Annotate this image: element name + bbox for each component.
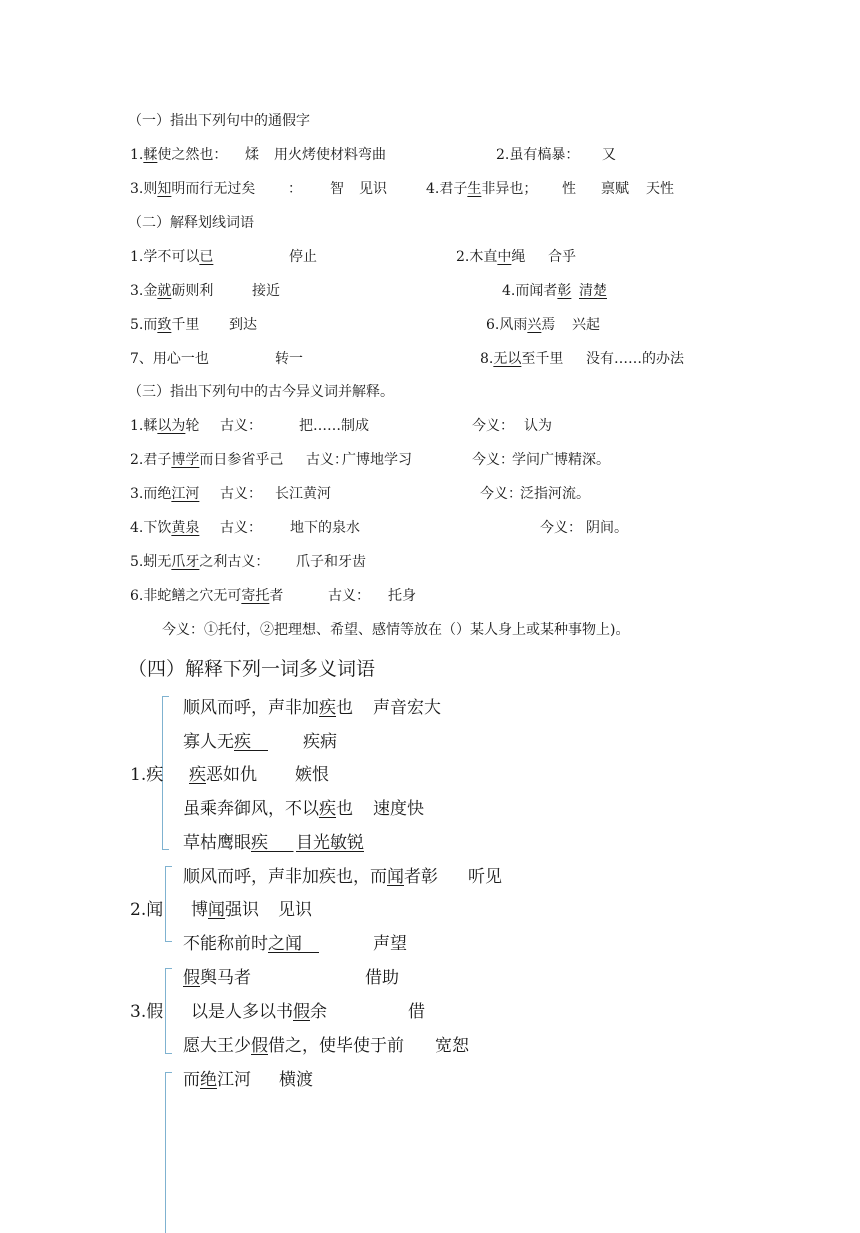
g3-item-2: 以是人多以书假余: [191, 1002, 327, 1022]
g3-bracket: [165, 968, 172, 1054]
s3-row-1-jin: 认为: [524, 418, 552, 434]
s2-row-4-right: 8.无以至千里: [480, 351, 564, 367]
s1-row-2-answer-a: 智: [330, 181, 344, 197]
s2-row-2-left: 3.金就砺则利: [130, 283, 214, 299]
s3-row-6-gu-label: 古义：: [328, 588, 370, 604]
section-3-heading: （三）指出下列句中的古今异义词并解释。: [128, 384, 394, 400]
s3-row-2-jin-label: 今义：: [472, 452, 514, 468]
s3-row-1-term: 1.輮以为轮: [130, 418, 200, 434]
s1-row-2-right-answer-c: 天性: [646, 181, 674, 197]
s2-row-2-right-answer: 清楚: [579, 283, 607, 299]
s1-row-1-right-answer: 又: [602, 147, 616, 163]
g3-item-1-answer: 借助: [365, 968, 399, 988]
s2-row-2-right: 4.而闻者彰: [502, 283, 572, 299]
g3-label: 3.假: [130, 1002, 164, 1022]
s3-row-4-gu-label: 古义：: [220, 520, 262, 536]
g2-item-3-answer: 声望: [373, 934, 407, 954]
s3-row-6-term: 6.非蛇鳝之穴无可寄托者: [130, 588, 284, 604]
s3-row-2-jin: 学问广博精深。: [512, 452, 610, 468]
s1-row-2-right-answer-b: 禀赋: [601, 181, 629, 197]
s2-row-4-right-answer: 没有……的办法: [586, 351, 684, 367]
g1-item-5-answer: 目光敏锐: [296, 833, 364, 853]
g3-item-3: 愿大王少假借之，使毕使于前: [183, 1036, 404, 1056]
g4-bracket: [165, 1072, 172, 1233]
section-4-heading: （四）解释下列一词多义词语: [128, 658, 376, 680]
g1-label: 1.疾: [130, 765, 164, 785]
g2-item-1-answer: 听见: [468, 867, 502, 887]
g3-item-3-answer: 宽恕: [435, 1036, 469, 1056]
s3-row-1-jin-label: 今义：: [472, 418, 514, 434]
s3-row-4-jin: 阴间。: [586, 520, 628, 536]
g2-bracket: [165, 866, 172, 942]
s2-row-1-right-answer: 合乎: [548, 249, 576, 265]
s3-row-4-jin-label: 今义：: [540, 520, 582, 536]
g2-item-2: 博闻强识: [191, 900, 259, 920]
s3-row-2-gu-label: 古义：: [306, 452, 348, 468]
g2-label: 2.闻: [130, 900, 164, 920]
g2-item-3: 不能称前时之闻: [183, 934, 302, 954]
g1-item-3-answer: 嫉恨: [295, 765, 329, 785]
s2-row-1-answer: 停止: [289, 249, 317, 265]
g2-item-1: 顺风而呼，声非加疾也，而闻者彰: [183, 867, 438, 887]
s1-row-1-left: 1.輮使之然也：: [130, 147, 228, 163]
s2-row-1-left: 1.学不可以已: [130, 249, 214, 265]
s2-row-3-right: 6.风雨兴焉: [486, 317, 556, 333]
s3-row-2-gu: 广博地学习: [342, 452, 412, 468]
s2-row-3-answer: 到达: [229, 317, 257, 333]
s1-row-2-right-answer-a: 性: [562, 181, 576, 197]
g1-item-1: 顺风而呼，声非加疾也: [183, 698, 353, 718]
s3-row-5-gu: 爪子和牙齿: [296, 554, 366, 570]
section-2-heading: （二）解释划线词语: [128, 215, 254, 231]
section-1-heading: （一）指出下列句中的通假字: [128, 113, 310, 129]
s1-row-1-right: 2.虽有槁暴：: [496, 147, 580, 163]
s3-row-6-jin: 今义：①托付，②把理想、希望、感情等放在（）某人身上或某种事物上)。: [162, 622, 630, 638]
s1-row-1-answer-b: 用火烤使材料弯曲: [274, 147, 386, 163]
s3-row-3-term: 3.而绝江河: [130, 486, 200, 502]
s1-row-1-answer-a: 煣: [245, 147, 259, 163]
s1-row-2-right: 4.君子生非异也；: [426, 181, 538, 197]
s3-row-1-gu-label: 古义：: [220, 418, 262, 434]
s1-row-2-answer-b: 见识: [359, 181, 387, 197]
s2-row-1-right: 2.木直中绳: [456, 249, 526, 265]
g4-item-1-answer: 横渡: [279, 1070, 313, 1090]
g3-item-1: 假舆马者: [183, 968, 251, 988]
s2-row-4-answer: 转一: [275, 351, 303, 367]
g1-item-2: 寡人无疾: [183, 732, 251, 752]
g1-item-1-answer: 声音宏大: [373, 698, 441, 718]
g1-item-3: 疾恶如仇: [189, 765, 257, 785]
s1-row-2-left: 3.则知明而行无过矣: [130, 181, 256, 197]
g2-item-2-answer: 见识: [278, 900, 312, 920]
g1-item-4: 虽乘奔御风，不以疾也: [183, 799, 353, 819]
s1-row-2-colon: ：: [288, 181, 302, 197]
s2-row-3-left: 5.而致千里: [130, 317, 200, 333]
g1-item-2-answer: 疾病: [303, 732, 337, 752]
s2-row-3-right-answer: 兴起: [572, 317, 600, 333]
s3-row-4-gu: 地下的泉水: [290, 520, 360, 536]
s3-row-3-jin-label: 今义：: [480, 486, 522, 502]
s2-row-4-left: 7、用心一也: [130, 351, 209, 367]
s3-row-1-gu: 把……制成: [299, 418, 369, 434]
s2-row-2-answer: 接近: [252, 283, 280, 299]
s3-row-3-gu: 长江黄河: [275, 486, 331, 502]
s3-row-3-jin: 泛指河流。: [520, 486, 590, 502]
g3-item-2-answer: 借: [408, 1002, 425, 1022]
s3-row-3-gu-label: 古义：: [220, 486, 262, 502]
g1-item-5: 草枯鹰眼疾: [183, 833, 268, 853]
g1-item-4-answer: 速度快: [373, 799, 424, 819]
s3-row-4-term: 4.下饮黄泉: [130, 520, 200, 536]
s3-row-5-term: 5.蚓无爪牙之利古义：: [130, 554, 270, 570]
s3-row-2-term: 2.君子博学而日参省乎己: [130, 452, 284, 468]
s3-row-6-gu: 托身: [388, 588, 416, 604]
g4-item-1: 而绝江河: [183, 1070, 251, 1090]
